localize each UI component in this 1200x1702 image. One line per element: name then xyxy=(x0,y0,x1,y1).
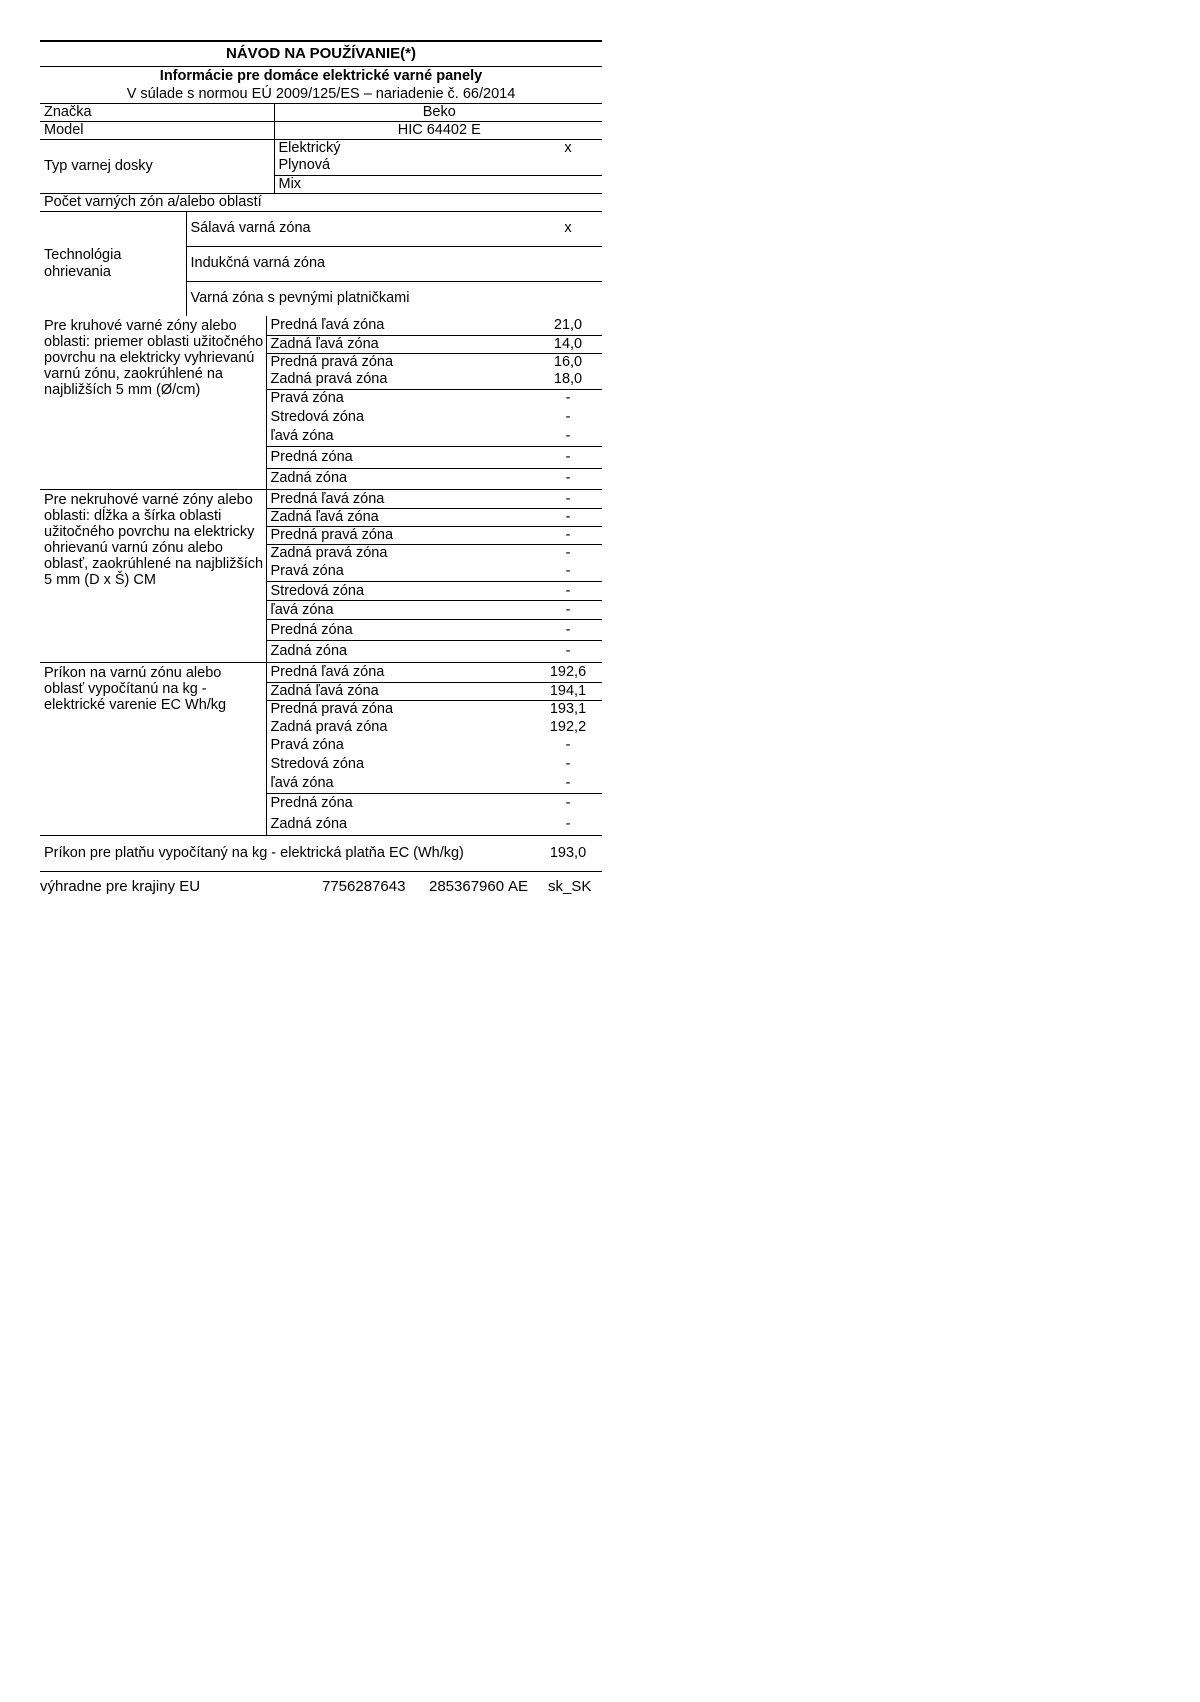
section-label: Príkon na varnú zónu alebo oblasť vypočítanú na kg - elektrické varenie EC Wh/kg xyxy=(44,664,227,713)
hob-type-label: Typ varnej dosky xyxy=(44,157,153,174)
zone-name: Pravá zóna xyxy=(266,563,532,582)
zone-value: - xyxy=(532,509,602,527)
zones-count-label: Počet varných zón a/alebo oblastí xyxy=(44,193,262,210)
zone-value: - xyxy=(532,620,602,641)
technology-option: Varná zóna s pevnými platničkami xyxy=(186,281,532,316)
zone-value: - xyxy=(532,446,602,468)
zone-value: 14,0 xyxy=(532,335,602,353)
zone-value: - xyxy=(532,641,602,662)
zone-name: Zadná pravá zóna xyxy=(266,718,532,736)
zone-value: 21,0 xyxy=(553,316,583,333)
zone-value: - xyxy=(565,409,571,425)
consumption-table xyxy=(40,662,602,836)
zone-name: Predná pravá zóna xyxy=(266,353,532,371)
spec-table-top xyxy=(40,103,602,211)
technology-mark xyxy=(532,246,602,281)
hob-consumption-value: 193,0 xyxy=(549,845,587,861)
zone-name: Predná pravá zóna xyxy=(266,700,532,718)
zone-value: - xyxy=(532,601,602,620)
technology-label: Technológia ohrievania xyxy=(44,246,122,280)
zone-name: Zadná pravá zóna xyxy=(266,545,532,563)
footer-note: výhradne pre krajiny EU xyxy=(40,877,201,895)
brand-value: Beko xyxy=(274,104,602,122)
hob-type-option: Mix xyxy=(274,175,532,193)
zones-count-row xyxy=(40,193,602,211)
zone-name: ľavá zóna xyxy=(266,427,532,446)
document-title: NÁVOD NA POUŽÍVANIE(*) xyxy=(40,40,602,66)
zone-name: Zadná ľavá zóna xyxy=(266,509,532,527)
zone-name: Stredová zóna xyxy=(266,755,532,774)
zone-value: - xyxy=(565,490,571,507)
zone-value: 193,1 xyxy=(532,700,602,718)
technology-row xyxy=(40,211,602,246)
footer-code-2: 285367960 xyxy=(429,877,505,895)
technology-option: Indukčná varná zóna xyxy=(186,246,532,281)
hob-type-mark: x xyxy=(564,140,572,156)
footer-code-3: AE xyxy=(508,877,529,895)
zone-value: 192,6 xyxy=(549,663,587,680)
zone-name: Predná zóna xyxy=(266,620,532,641)
zone-name: ľavá zóna xyxy=(266,601,532,620)
model-label: Model xyxy=(44,122,84,138)
hob-type-mark xyxy=(532,175,602,193)
hob-type-option: Elektrický xyxy=(274,140,532,158)
zone-value: - xyxy=(565,427,571,444)
zone-value: - xyxy=(532,527,602,545)
zone-value: - xyxy=(565,756,571,772)
model-row xyxy=(40,122,602,140)
hob-type-mark xyxy=(532,157,602,175)
zone-value: - xyxy=(565,816,571,832)
footer xyxy=(40,872,602,900)
norm-reference: V súlade s normou EÚ 2009/125/ES – nariadenie č. 66/2014 xyxy=(126,86,516,102)
zone-name: Zadná ľavá zóna xyxy=(266,682,532,700)
zone-value: - xyxy=(532,468,602,489)
hob-consumption-label: Príkon pre platňu vypočítaný na kg - elektrická platňa EC (Wh/kg) xyxy=(44,845,464,861)
noncircular-zones-table xyxy=(40,489,602,662)
hob-consumption-table xyxy=(40,835,602,872)
zone-name: ľavá zóna xyxy=(266,774,532,793)
hob-type-option: Plynová xyxy=(274,157,532,175)
technology-option: Sálavá varná zóna xyxy=(186,211,532,246)
zone-name: Predná ľavá zóna xyxy=(266,490,532,509)
zone-name: Predná ľavá zóna xyxy=(266,662,532,682)
footer-code-1: 7756287643 xyxy=(322,877,406,895)
zone-row xyxy=(40,662,602,682)
zone-name: Zadná ľavá zóna xyxy=(266,335,532,353)
zone-value: - xyxy=(532,389,602,408)
technology-table xyxy=(40,211,602,317)
technology-mark: x xyxy=(564,220,572,236)
hob-type-row xyxy=(40,140,602,158)
zone-name: Zadná zóna xyxy=(266,814,532,835)
zone-value: 16,0 xyxy=(532,353,602,371)
zone-value: 194,1 xyxy=(532,682,602,700)
circular-zones-table xyxy=(40,316,602,489)
zone-value: - xyxy=(565,563,571,580)
zone-name: Predná pravá zóna xyxy=(266,527,532,545)
technology-mark xyxy=(532,281,602,316)
brand-row xyxy=(40,104,602,122)
zone-value: - xyxy=(565,737,571,753)
model-value: HIC 64402 E xyxy=(274,122,602,140)
zone-name: Zadná pravá zóna xyxy=(266,371,532,389)
zone-value: - xyxy=(532,582,602,601)
zone-name: Zadná zóna xyxy=(266,641,532,662)
zone-value: - xyxy=(532,793,602,814)
zone-value: - xyxy=(532,545,602,563)
energy-info-sheet xyxy=(40,40,602,900)
footer-locale: sk_SK xyxy=(548,877,592,895)
brand-label: Značka xyxy=(44,104,92,120)
zone-row xyxy=(40,490,602,509)
zone-value: 192,2 xyxy=(549,718,587,735)
hob-consumption-row xyxy=(40,836,602,872)
zone-name: Pravá zóna xyxy=(266,736,532,755)
zone-value: 18,0 xyxy=(553,371,583,388)
document-subtitle: Informácie pre domáce elektrické varné panely xyxy=(40,66,602,85)
zone-name: Predná zóna xyxy=(266,446,532,468)
zone-name: Pravá zóna xyxy=(266,389,532,408)
zone-name: Stredová zóna xyxy=(266,582,532,601)
section-label: Pre kruhové varné zóny alebo oblasti: priemer oblasti užitočného povrchu na elektricky vyhrievanú varnú zónu, zaokrúhlené na najbližších 5 mm (Ø/cm) xyxy=(44,318,264,398)
zone-name: Zadná zóna xyxy=(266,468,532,489)
section-label: Pre nekruhové varné zóny alebo oblasti: dĺžka a šírka oblasti užitočného povrchu na elektricky ohrievanú varnú zónu alebo oblasť, zaokrúhlené na najbližších 5 mm (D x Š) CM xyxy=(44,492,264,588)
zone-name: Predná zóna xyxy=(266,793,532,814)
zone-row xyxy=(40,316,602,335)
zone-name: Stredová zóna xyxy=(266,408,532,427)
zone-name: Predná ľavá zóna xyxy=(266,316,532,335)
zone-value: - xyxy=(565,774,571,791)
